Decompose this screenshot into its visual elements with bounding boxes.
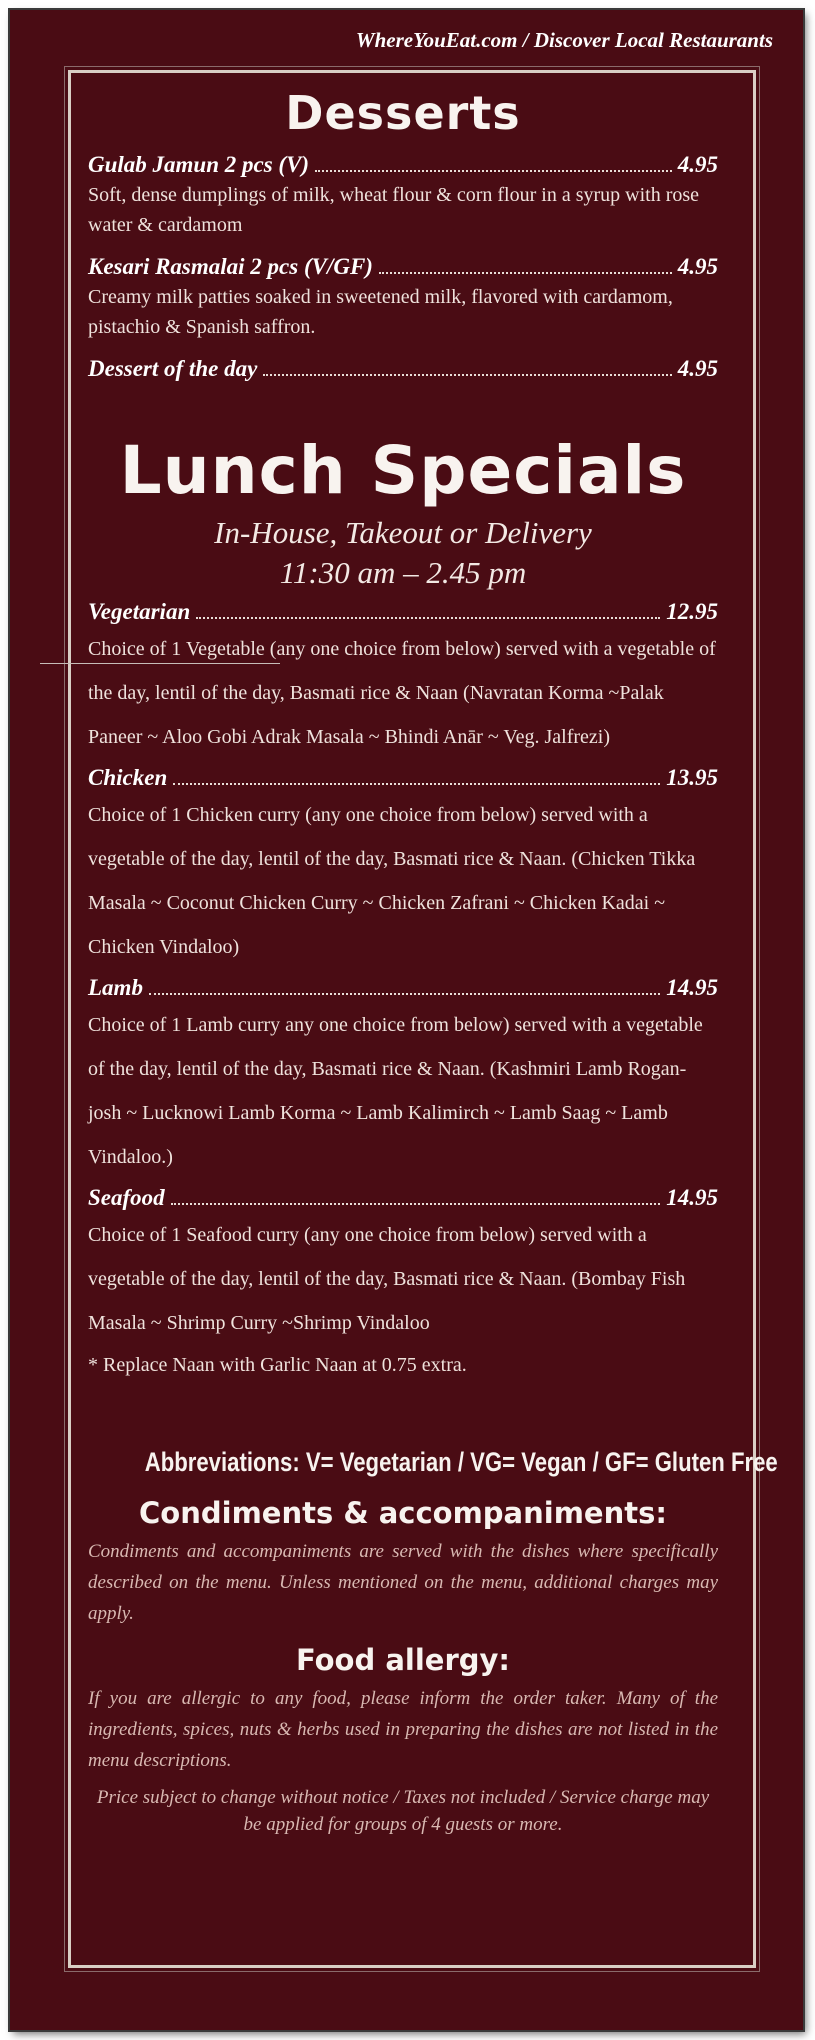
- lunch-item-line: [88, 973, 718, 1003]
- lunch-item-description: Choice of 1 Chicken curry (any one choice from below) served with a vegetable of the day, lentil of the day, Basmati rice & Naan. (Chicken Tikka Masala ~ Coconut Chicken Curry ~ Chicken Zafrani ~ Chicken Kadai ~ Chicken Vindaloo): [88, 804, 696, 958]
- dessert-price: 4.95: [677, 254, 718, 279]
- lunch-hours: 11:30 am – 2.45 pm: [279, 555, 527, 590]
- garlic-naan-note: * Replace Naan with Garlic Naan at 0.75 extra.: [88, 1354, 467, 1376]
- menu-content: [88, 86, 778, 1838]
- price-disclaimer: Price subject to change without notice / Taxes not included / Service charge may be applied for groups of 4 guests or more.: [96, 1787, 710, 1835]
- lunch-item-price: 12.95: [666, 599, 718, 624]
- desserts-heading: Desserts: [285, 86, 521, 140]
- condiments-heading: Condiments & accompaniments:: [139, 1496, 667, 1530]
- food-allergy-text: If you are allergic to any food, please inform the order taker. Many of the ingredients, spices, nuts & herbs used in preparing the dishes are not listed in the menu descriptions.: [88, 1688, 718, 1771]
- lunch-item-price: 13.95: [666, 765, 718, 790]
- dot-leader: [171, 1202, 661, 1205]
- dessert-item: [88, 150, 718, 240]
- dessert-item-line: [88, 354, 718, 384]
- dot-leader: [263, 373, 671, 376]
- dot-leader: [149, 992, 660, 995]
- dessert-price: 4.95: [677, 356, 718, 381]
- lunch-item-name: Lamb: [88, 975, 143, 1000]
- dessert-description: Creamy milk patties soaked in sweetened milk, flavored with cardamom, pistachio & Spanish saffron.: [88, 286, 673, 338]
- dessert-price: 4.95: [677, 152, 718, 177]
- lunch-specials-heading: Lunch Specials: [119, 432, 687, 509]
- dessert-name: Kesari Rasmalai 2 pcs (V/GF): [88, 254, 373, 279]
- lunch-item-description: Choice of 1 Seafood curry (any one choice from below) served with a vegetable of the day, lentil of the day, Basmati rice & Naan. (Bombay Fish Masala ~ Shrimp Curry ~Shrimp Vindaloo: [88, 1224, 686, 1334]
- dessert-description: Soft, dense dumplings of milk, wheat flour & corn flour in a syrup with rose water & cardamom: [88, 184, 700, 236]
- lunch-item-line: [88, 1183, 718, 1213]
- food-allergy-heading: Food allergy:: [295, 1643, 511, 1677]
- lunch-item: [88, 763, 718, 969]
- condiments-text: Condiments and accompaniments are served with the dishes where specifically described on the menu. Unless mentioned on the menu, additional charges may apply.: [88, 1541, 718, 1624]
- dessert-item: [88, 354, 718, 384]
- dessert-name: Dessert of the day: [88, 356, 258, 381]
- dessert-item-line: [88, 252, 718, 282]
- lunch-item-name: Seafood: [88, 1185, 165, 1210]
- site-watermark: WhereYouEat.com / Discover Local Restaurants: [355, 28, 773, 52]
- lunch-item-name: Vegetarian: [88, 599, 191, 624]
- lunch-item: [88, 597, 718, 759]
- dessert-item: [88, 252, 718, 342]
- lunch-item: [88, 1183, 718, 1345]
- dot-leader: [173, 782, 660, 785]
- lunch-item-line: [88, 597, 718, 627]
- lunch-item-price: 14.95: [666, 975, 718, 1000]
- lunch-item-name: Chicken: [88, 765, 168, 790]
- lunch-service-options: In-House, Takeout or Delivery: [214, 515, 592, 550]
- dessert-item-line: [88, 150, 718, 180]
- dessert-name: Gulab Jamun 2 pcs (V): [88, 152, 310, 177]
- lunch-item: [88, 973, 718, 1179]
- dot-leader: [196, 616, 660, 619]
- dot-leader: [315, 169, 672, 172]
- abbreviations-line: Abbreviations: V= Vegetarian / VG= Vegan / GF= Gluten Free: [144, 1447, 778, 1477]
- lunch-item-description: Choice of 1 Vegetable (any one choice from below) served with a vegetable of the day, lentil of the day, Basmati rice & Naan (Navratan Korma ~Palak Paneer ~ Aloo Gobi Adrak Masala ~ Bhindi Anār ~ Veg. Jalfrezi): [88, 638, 716, 748]
- dot-leader: [379, 271, 672, 274]
- lunch-item-description: Choice of 1 Lamb curry any one choice from below) served with a vegetable of the day, lentil of the day, Basmati rice & Naan. (Kashmiri Lamb Rogan-josh ~ Lucknowi Lamb Korma ~ Lamb Kalimirch ~ Lamb Saag ~ Lamb Vindaloo.): [88, 1014, 703, 1168]
- lunch-item-line: [88, 763, 718, 793]
- lunch-item-price: 14.95: [666, 1185, 718, 1210]
